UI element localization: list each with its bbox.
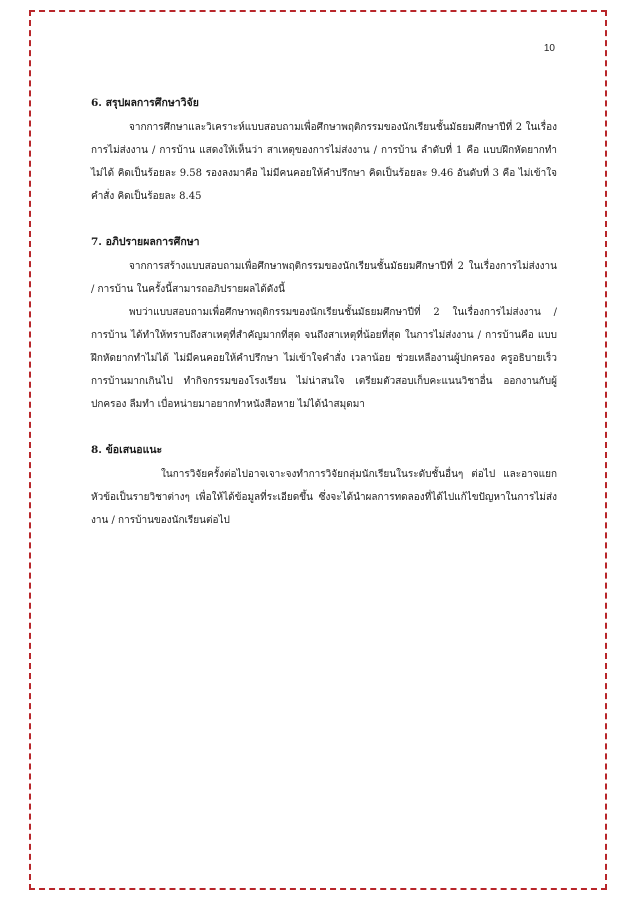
document-body (91, 92, 557, 555)
discussion-paragraph-findings: พบว่าแบบสอบถามเพื่อศึกษาพฤติกรรมของนักเรียนชั้นมัธยมศึกษาปีที่ 2 ในเรื่องการไม่ส่งงาน / การบ้าน ได้ทำให้ทราบถึงสาเหตุที่สำคัญมากที่สุด จนถึงสาเหตุที่น้อยที่สุด ในการไม่ส่งงาน / การบ้านคือ แบบฝึกหัดยากทำไม่ได้ ไม่มีคนคอยให้คำปรึกษา ไม่เข้าใจคำสั่ง เวลาน้อย ช่วยเหลืองานผู้ปกครอง ครูอธิบายเร็ว การบ้านมากเกินไป ทำกิจกรรมของโรงเรียน ไม่น่าสนใจ เตรียมตัวสอบเก็บคะแนนวิชาอื่น ออกงานกับผู้ปกครอง ลืมทำ เบื่อหน่ายมาอยากทำหนังสือหาย ไม่ได้นำสมุดมา (91, 307, 557, 410)
summary-paragraph: จากการศึกษาและวิเคราะห์แบบสอบถามเพื่อศึกษาพฤติกรรมของนักเรียนชั้นมัธยมศึกษาปีที่ 2 ในเรื่องการไม่ส่งงาน / การบ้าน แสดงให้เห็นว่า สาเหตุของการไม่ส่งงาน / การบ้าน ลำดับที่ 1 คือ แบบฝึกหัดยากทำไม่ได้ คิดเป็นร้อยละ 9.58 รองลงมาคือ ไม่มีคนคอยให้คำปรึกษา คิดเป็นร้อยละ 9.46 อันดับที่ 3 คือ ไม่เข้าใจคำสั่ง คิดเป็นร้อยละ 8.45 (91, 122, 557, 202)
recommendations-paragraph: ในการวิจัยครั้งต่อไปอาจเจาะจงทำการวิจัยกลุ่มนักเรียนในระดับชั้นอื่นๆ ต่อไป และอาจแยกหัวข้อเป็นรายวิชาต่างๆ เพื่อให้ได้ข้อมูลที่ระเอียดขึ้น ซึ่งจะได้นำผลการทดลองที่ได้ไปแก้ไขปัญหาในการไม่ส่งงาน / การบ้านของนักเรียนต่อไป (91, 469, 557, 526)
section-heading-summary: 6. สรุปผลการศึกษาวิจัย (91, 97, 199, 109)
section-summary (91, 92, 557, 208)
discussion-paragraph-intro: จากการสร้างแบบสอบถามเพื่อศึกษาพฤติกรรมของนักเรียนชั้นมัธยมศึกษาปีที่ 2 ในเรื่องการไม่ส่งงาน / การบ้าน ในครั้งนี้สามารถอภิปรายผลได้ดังนี้ (91, 261, 557, 295)
section-heading-discussion: 7. อภิปรายผลการศึกษา (91, 236, 200, 248)
page-number: 10 (543, 43, 555, 54)
section-heading-recommendations: 8. ข้อเสนอแนะ (91, 444, 163, 456)
section-recommendations (91, 439, 557, 532)
section-discussion (91, 231, 557, 416)
